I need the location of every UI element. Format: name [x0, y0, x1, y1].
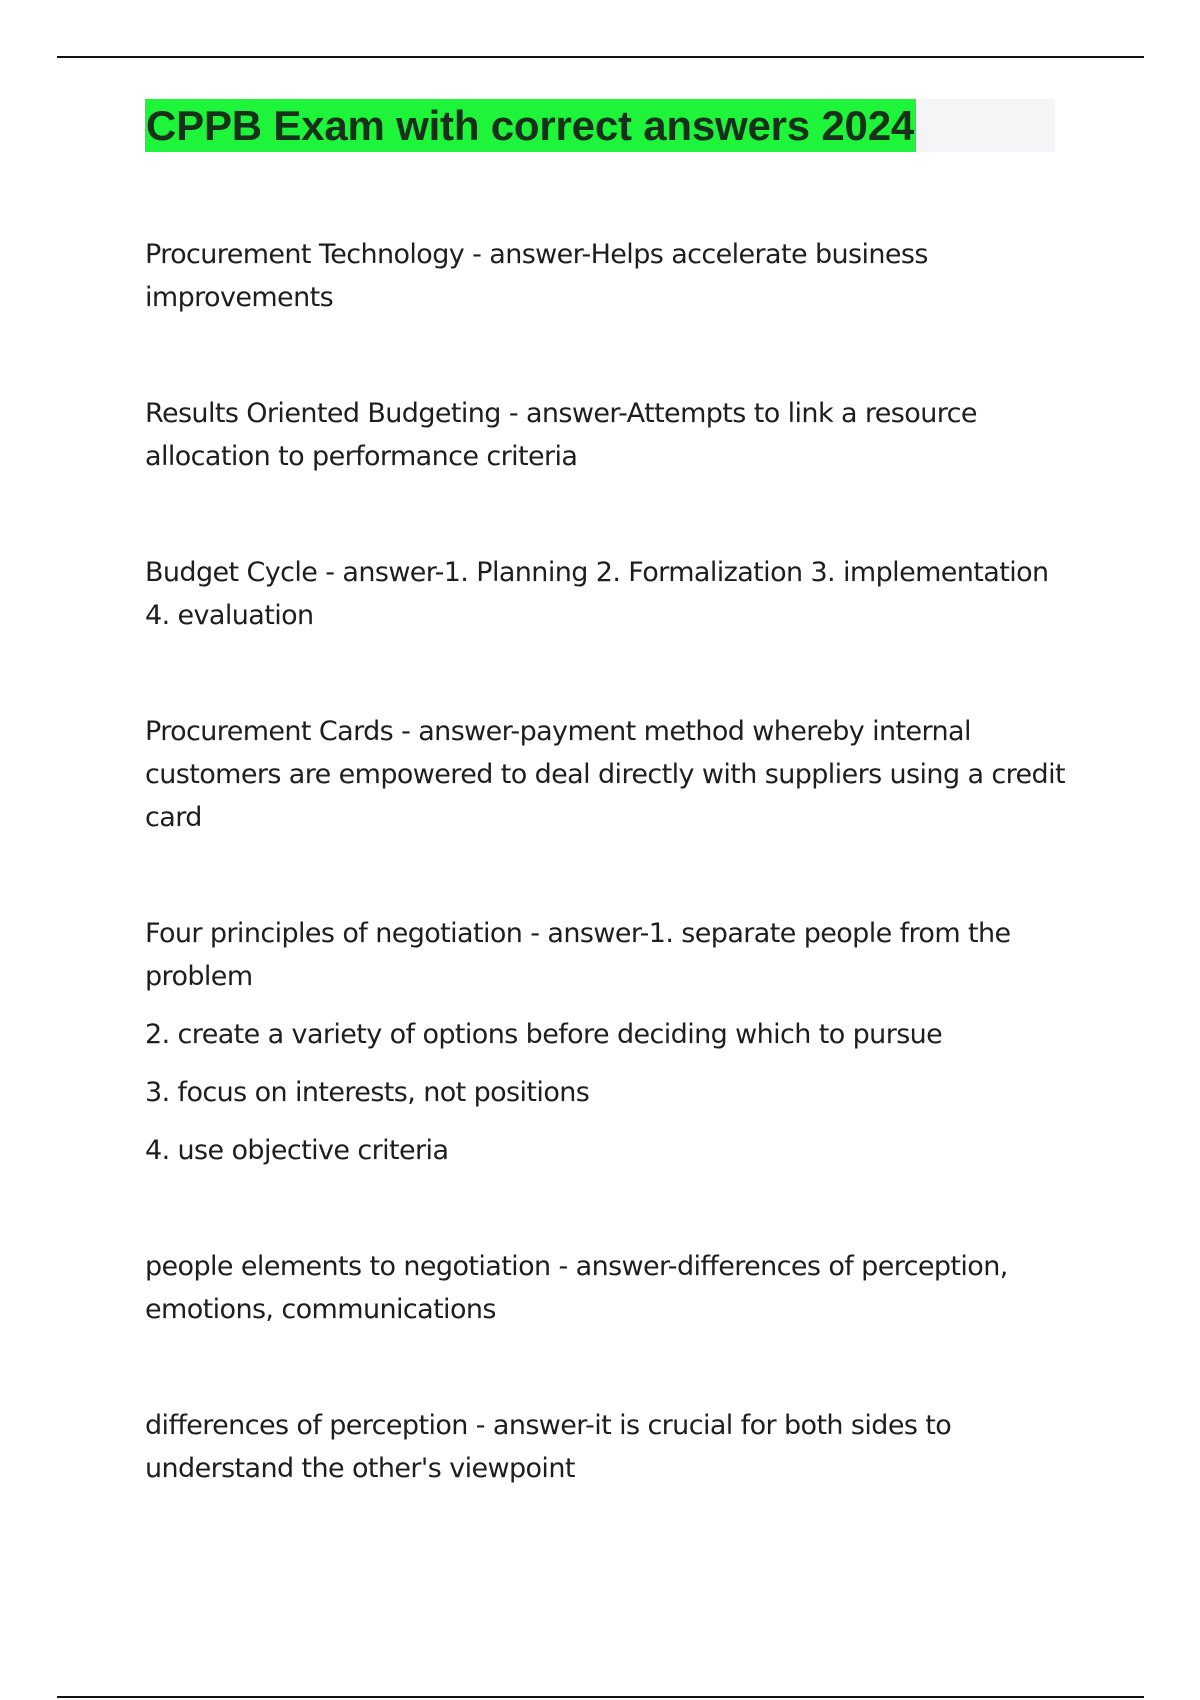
- qa-list-item: 2. create a variety of options before deciding which to pursue: [145, 1019, 943, 1050]
- qa-text: Four principles of negotiation - answer-1. separate people from the problem: [145, 918, 1011, 992]
- qa-entry: [145, 392, 1065, 478]
- document-body: [145, 233, 1065, 1563]
- document-title: CPPB Exam with correct answers 2024: [145, 99, 916, 152]
- qa-entry: [145, 551, 1065, 637]
- top-rule: [57, 56, 1144, 58]
- qa-entry: [145, 1245, 1065, 1331]
- qa-text: people elements to negotiation - answer-differences of perception, emotions, communications: [145, 1251, 1008, 1325]
- qa-entry: [145, 912, 1065, 1172]
- qa-text: Procurement Cards - answer-payment method whereby internal customers are empowered to deal directly with suppliers using a credit card: [145, 716, 1065, 833]
- qa-text: Procurement Technology - answer-Helps accelerate business improvements: [145, 239, 928, 313]
- qa-text: Budget Cycle - answer-1. Planning 2. Formalization 3. implementation 4. evaluation: [145, 557, 1049, 631]
- qa-entry: [145, 233, 1065, 319]
- bottom-rule: [57, 1696, 1144, 1698]
- qa-list-item: 4. use objective criteria: [145, 1135, 449, 1166]
- qa-list-item: 3. focus on interests, not positions: [145, 1077, 590, 1108]
- qa-entry: [145, 710, 1065, 839]
- qa-text: Results Oriented Budgeting - answer-Attempts to link a resource allocation to performance criteria: [145, 398, 977, 472]
- qa-entry: [145, 1404, 1065, 1490]
- qa-text: differences of perception - answer-it is crucial for both sides to understand the other's viewpoint: [145, 1410, 952, 1484]
